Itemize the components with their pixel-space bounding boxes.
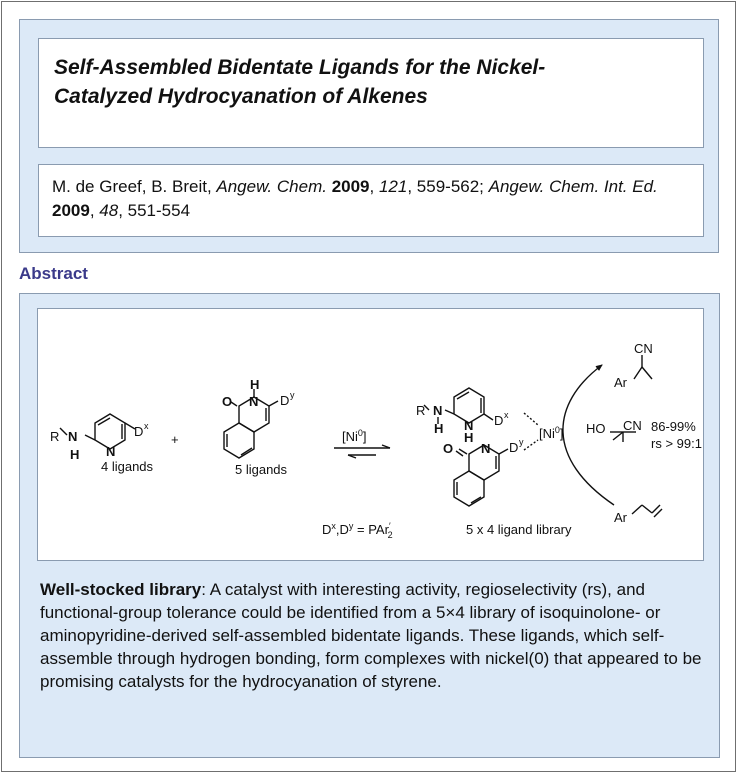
complex-H1: H — [434, 421, 444, 436]
volume-1: 121 — [378, 177, 408, 196]
complex-O: O — [443, 441, 454, 456]
ligand1-N: N — [68, 429, 78, 444]
ligand1-ringN: N — [106, 444, 116, 459]
reagent-ni0: [Ni$^0$] — [342, 428, 367, 444]
complex-D2: D — [509, 440, 519, 455]
abstract-text — [40, 578, 710, 693]
header-panel — [19, 19, 719, 253]
complex-ringN: N — [464, 418, 474, 433]
citation: M. de Greef, B. Breit, Angew. Chem. 2009, 121, 559-562; Angew. Chem. Int. Ed. 2009, 48, 551-554 — [52, 177, 658, 220]
library-label: 5 x 4 ligand library — [466, 522, 572, 537]
isoquinolone-benzo-ring — [224, 423, 254, 458]
abstract-lead: Well-stocked library — [40, 580, 202, 599]
ligand1-D: D — [134, 424, 144, 439]
complex-lactamN: N — [481, 441, 491, 456]
complex-D1: D — [494, 413, 504, 428]
ligand2-O: O — [222, 394, 233, 409]
complex-Dx: x — [504, 410, 509, 420]
cyanohydrin-CN: CN — [623, 418, 642, 433]
cyanohydrin-HO: HO — [586, 421, 606, 436]
ligand2-Dy: y — [290, 390, 295, 400]
reaction-scheme — [38, 309, 703, 560]
ligand1-H: H — [70, 447, 80, 462]
pages-1: , 559-562; — [407, 177, 489, 196]
yield-text: 86-99% — [651, 419, 696, 434]
abstract-panel — [19, 293, 720, 758]
abstract-body: : A catalyst with interesting activity, regioselectivity (rs), and functional-group tolerance could be identified from a 5×4 library of isoquinolone- or aminopyridine-derived self-assembled bidentate ligands. These ligands, which self-assemble through hydrogen bonding, form complexes with nickel(0) that appeared to be promising catalysts for the hydrocyanation of styrene. — [40, 580, 702, 691]
journal-1: Angew. Chem. — [216, 177, 327, 196]
ligand1-Dx: x — [144, 421, 149, 431]
abstract-heading: Abstract — [19, 264, 88, 283]
plus-sign: + — [171, 432, 179, 447]
volume-2: 48 — [99, 201, 119, 220]
ligand2-D: D — [280, 393, 290, 408]
complex-H2: H — [464, 430, 474, 445]
citation-box — [38, 164, 704, 237]
product-Ar: Ar — [614, 375, 627, 390]
journal-2: Angew. Chem. Int. Ed. — [488, 177, 658, 196]
year-1: 2009 — [331, 177, 370, 196]
product-CN: CN — [634, 341, 653, 356]
ligand2-H: H — [250, 377, 260, 392]
styrene-Ar: Ar — [614, 510, 627, 525]
ligand2-N: N — [249, 394, 259, 409]
title-line-1: Self-Assembled Bidentate Ligands for the Nickel- — [54, 56, 546, 79]
authors: M. de Greef, B. Breit, — [52, 177, 217, 196]
title-line-2: Catalyzed Hydrocyanation of Alkenes — [54, 85, 428, 108]
complex-R: R — [416, 403, 426, 418]
year-2: 2009 — [52, 201, 90, 220]
paper-title — [54, 53, 694, 111]
d-definition: $D^x,D^y = PAr'$ 2 — [322, 521, 393, 540]
complex-amineN: N — [433, 403, 443, 418]
ligands-5-label: 5 ligands — [235, 462, 288, 477]
complex-Dy: y — [519, 437, 524, 447]
pages-2: , 551-554 — [118, 201, 191, 220]
ligand1-R: R — [50, 429, 60, 444]
scheme-box — [37, 308, 704, 561]
rs-text: rs > 99:1 — [651, 436, 702, 451]
complex-ni0: [Ni$^0$] — [539, 425, 564, 441]
ligands-4-label: 4 ligands — [101, 459, 154, 474]
title-box — [38, 38, 704, 148]
page-frame — [1, 1, 736, 772]
complex-benzo-ring — [454, 471, 484, 506]
